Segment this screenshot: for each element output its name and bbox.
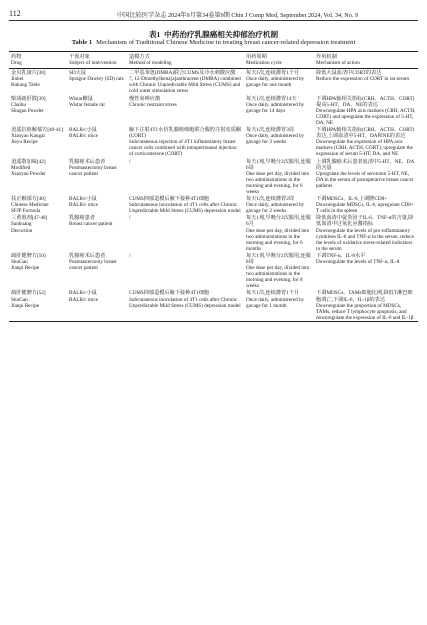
cell-cycle bbox=[244, 69, 314, 95]
model-text: CUMS抑郁造模后腋下接种4T1细胞 bbox=[129, 290, 210, 297]
subject-text: BALB/c mice bbox=[69, 202, 98, 209]
table-label-zh: 表1 bbox=[148, 30, 161, 39]
drug-text: 柴胡疏肝散[39] bbox=[11, 95, 46, 102]
subject-text: Wistar雌鼠 bbox=[69, 95, 93, 102]
drug-text: 扶正解郁方[40] bbox=[11, 196, 46, 203]
model-text: 7, 12-Dimethylbenz[a]anthracene (DMBA) combined with Chronic Unpredictable Mild Stress (CUMS) and cold water stimulation stress bbox=[129, 76, 241, 95]
mechanism-text: Reduce the expression of CORT in rat serum bbox=[316, 76, 410, 83]
drug-text: Jieyu Recipe bbox=[11, 139, 38, 146]
table-row bbox=[9, 214, 418, 252]
cell-model bbox=[127, 214, 244, 252]
cell-subject bbox=[67, 214, 127, 252]
drug-text: Chinese Medicine bbox=[11, 202, 49, 209]
cell-cycle bbox=[244, 158, 314, 196]
table-label-en: Table 1 bbox=[71, 39, 93, 46]
cell-mechanism bbox=[314, 289, 418, 321]
subject-text: SD大鼠 bbox=[69, 70, 87, 77]
mechanism-text: 上调乳腺癌术后患者血清中5-HT、NE、DA的含量 bbox=[316, 158, 415, 171]
cycle-text: 每天1次,连续灌胃1个月 bbox=[246, 290, 300, 297]
subject-text: Postmastectomy breast cancer patient bbox=[69, 259, 117, 272]
mechanism-text: 降低血清中促炎因子IL-6、TNF-α的含量,降低血清中过氧化应激指标 bbox=[316, 215, 414, 228]
cell-mechanism bbox=[314, 195, 418, 214]
table-row bbox=[9, 95, 418, 126]
page-number: 112 bbox=[9, 9, 21, 18]
cycle-text: One dose per day, divided into two administrations in the morning and evening, for 6 weeks bbox=[246, 170, 310, 195]
table-title-en: Mechanism of Traditional Chinese Medicine in treating breast cancer-related depression treatment bbox=[96, 39, 356, 46]
column-header: 干预对象 Subject of intervention bbox=[67, 52, 127, 69]
cycle-text: One dose per day, divided into two administrations in the morning and evening, for 6 months bbox=[246, 227, 310, 252]
mechanism-text: 降低大鼠血清中CORT的表达 bbox=[316, 70, 382, 77]
cell-drug bbox=[9, 195, 67, 214]
subject-text: 乳腺癌术后患者 bbox=[69, 158, 106, 165]
drug-text: SFJP Formula bbox=[11, 208, 41, 215]
model-text: / bbox=[129, 252, 131, 259]
cycle-text: 每天1剂,早晚分2次服用,连服8周 bbox=[246, 252, 311, 265]
table-row bbox=[9, 252, 418, 290]
drug-text: 逍遥抗癌解郁方[40-41] bbox=[11, 127, 63, 134]
mechanism-text: Downregulate the proportion of MDSCs, TAMs, reduce T lymphocyte apoptosis, and downregulate the expression of IL-6 and IL-1β bbox=[316, 302, 414, 321]
cell-subject bbox=[67, 95, 127, 126]
drug-text: ShuGan bbox=[11, 296, 28, 303]
cell-mechanism bbox=[314, 214, 418, 252]
cell-subject bbox=[67, 69, 127, 95]
cell-subject bbox=[67, 252, 127, 290]
drug-text: Sanhuang bbox=[11, 221, 32, 228]
table-header-row bbox=[9, 52, 418, 69]
cell-model bbox=[127, 289, 244, 321]
cycle-text: Once daily, administered by gavage for one month bbox=[246, 76, 305, 89]
cycle-text: One dose per day, divided into two administrations in the morning and evening, for 8 weeks bbox=[246, 265, 310, 290]
model-text: / bbox=[129, 215, 131, 222]
subject-text: 乳腺癌术后患者 bbox=[69, 252, 106, 259]
subject-text: 乳腺癌患者 bbox=[69, 215, 95, 222]
drug-text: Jinbei bbox=[11, 76, 24, 83]
cell-drug bbox=[9, 69, 67, 95]
table-row bbox=[9, 126, 418, 157]
drug-text: ShuGan bbox=[11, 259, 28, 265]
cell-drug bbox=[9, 252, 67, 290]
cell-subject bbox=[67, 195, 127, 214]
table-caption-en bbox=[0, 39, 427, 46]
mechanism-text: Downregulate the expression of HPA axis markers (CRH, ACTH, CORT); upregulate the expression of serum 5-HT, DA, and NE bbox=[316, 139, 413, 158]
mechanism-text: Downregulate the levels of pro-inflammatory cytokines IL-6 and TNF-α in the serum, reduce the levels of oxidative stress-related indicators in the serum bbox=[316, 227, 414, 252]
cell-cycle bbox=[244, 252, 314, 290]
cycle-text: 每天1次,连续灌胃1个月 bbox=[246, 70, 300, 77]
drug-text: Chaihu bbox=[11, 101, 26, 108]
cell-cycle bbox=[244, 214, 314, 252]
cell-cycle bbox=[244, 195, 314, 214]
drug-text: Xiaoyao Kangai bbox=[11, 133, 45, 140]
cell-drug bbox=[9, 158, 67, 196]
mechanism-table bbox=[9, 51, 418, 322]
drug-text: 金贝乳康片[38] bbox=[11, 70, 46, 77]
model-text: / bbox=[129, 158, 131, 165]
mechanism-text: 下调HPA轴相关指标(CRH、ACTH、CORT)表达,上调血清中5-HT、DA和NE的表达 bbox=[316, 127, 415, 140]
mechanism-text: 下调MDSCs、IL-6,上调脾CD8+ bbox=[316, 196, 388, 203]
cell-drug bbox=[9, 126, 67, 157]
drug-text: Shugan Powder bbox=[11, 107, 44, 114]
cycle-text: 每天1次,连续灌胃3周 bbox=[246, 127, 294, 134]
drug-text: 疏肝健脾方[50] bbox=[11, 252, 46, 259]
table-title-zh: 中药治疗乳腺癌相关抑郁治疗机制 bbox=[164, 30, 279, 39]
cycle-text: Once daily, administered by gavage for 3 weeks bbox=[246, 133, 305, 146]
cell-drug bbox=[9, 214, 67, 252]
cycle-text: Once daily, administered by gavage for 1 month bbox=[246, 296, 305, 309]
cell-drug bbox=[9, 95, 67, 126]
subject-text: BALB/c小鼠 bbox=[69, 196, 97, 203]
cycle-text: 每天1剂,早晚分2次服用,连服6周 bbox=[246, 158, 311, 171]
model-text: Subcutaneous inoculation of 4T1 cells after Chronic Unpredictable Mild Stress (CUMS) depression model bbox=[129, 202, 241, 215]
cell-mechanism bbox=[314, 158, 418, 196]
mechanism-text: 下调TNF-α、IL-8水平 bbox=[316, 252, 366, 259]
column-header: 造模方式 Method of modeling bbox=[127, 52, 244, 69]
mechanism-text: 下调HPA轴相关指标(CRH、ACTH、CORT)提高5-HT、DA、NE的表达 bbox=[316, 95, 415, 108]
table-row bbox=[9, 289, 418, 321]
subject-text: Wistar female rat bbox=[69, 101, 105, 108]
cell-model bbox=[127, 195, 244, 214]
cell-cycle bbox=[244, 95, 314, 126]
mechanism-text: Upregulate the levels of serotonin 5-HT, NE, DA in the serum of postoperative breast cancer patients bbox=[316, 170, 414, 189]
cell-subject bbox=[67, 158, 127, 196]
cell-model bbox=[127, 158, 244, 196]
cycle-text: Once daily, administered by gavage for 2 weeks bbox=[246, 202, 305, 215]
column-header: 药物 Drug bbox=[9, 52, 67, 69]
subject-text: BALB/c小鼠 bbox=[69, 127, 97, 134]
cell-cycle bbox=[244, 289, 314, 321]
page-header bbox=[9, 8, 418, 21]
cell-cycle bbox=[244, 126, 314, 157]
cell-subject bbox=[67, 126, 127, 157]
subject-text: BALB/c小鼠 bbox=[69, 290, 97, 297]
subject-text: BALB/c mice bbox=[69, 296, 98, 303]
drug-text: Rukang Table bbox=[11, 82, 40, 89]
cell-mechanism bbox=[314, 126, 418, 157]
cycle-text: Once daily, administered by gavage for 14 days bbox=[246, 101, 305, 114]
subject-text: Breast cancer patient bbox=[69, 221, 113, 228]
cell-model bbox=[127, 252, 244, 290]
drug-text: Modified bbox=[11, 164, 31, 171]
model-text: Subcutaneous injection of 4T1 inflammatory breast cancer cells combined with intraperitoneal injection of corticosterone (CORT) bbox=[129, 139, 237, 158]
mechanism-text: Downregulate MDSCs, IL-6, upregulate CD8+ T cells in the spleen bbox=[316, 202, 414, 215]
drug-text: Xiaoyao Powder bbox=[11, 170, 46, 177]
drug-text: 逍遥散加味[42] bbox=[11, 158, 46, 165]
cycle-text: 每天1剂,早晚分2次服用,连服6月 bbox=[246, 215, 311, 228]
drug-text: 疏肝健脾方[52] bbox=[11, 290, 46, 297]
model-text: 腋下注射4T1水仿乳腺癌细胞联合腹腔注射皮质酮(CORT) bbox=[129, 127, 242, 140]
drug-text: Decoction bbox=[11, 227, 33, 234]
drug-text: Jianpi Recipe bbox=[11, 302, 40, 309]
table-row bbox=[9, 195, 418, 214]
column-header: 作用机制 Mechanism of action bbox=[314, 52, 418, 69]
model-text: 慢性束缚应激 bbox=[129, 95, 161, 102]
cell-model bbox=[127, 95, 244, 126]
cycle-text: 每天1次,连续灌胃14天 bbox=[246, 95, 297, 102]
cell-drug bbox=[9, 289, 67, 321]
mechanism-text: 下调MDSCs、TAMs细胞比例,降低T淋巴细胞凋亡,下调IL-6、IL-1β的表达 bbox=[316, 290, 413, 303]
table-row bbox=[9, 158, 418, 196]
cell-subject bbox=[67, 289, 127, 321]
cell-mechanism bbox=[314, 69, 418, 95]
cell-model bbox=[127, 69, 244, 95]
mechanism-text: Downregulate HPA axis markers (CRH, ACTH, CORT) and upregulate the expression of 5-HT, DA, NE bbox=[316, 107, 416, 126]
subject-text: Sprague Dawley (SD) rats bbox=[69, 76, 124, 83]
model-text: 二甲基苯蒽(DMBA)联合CUMS及冷水刺激应激 bbox=[129, 70, 236, 77]
cell-model bbox=[127, 126, 244, 157]
table-row bbox=[9, 69, 418, 95]
cell-mechanism bbox=[314, 252, 418, 290]
model-text: Chronic restraint stress bbox=[129, 101, 177, 108]
mechanism-text: Downregulate the levels of TNF-α, IL-8 bbox=[316, 259, 400, 265]
cycle-text: 每天1次,连续灌胃2周 bbox=[246, 196, 294, 203]
subject-text: BALB/c mice bbox=[69, 133, 98, 140]
running-title: 中国比较医学杂志 2024年9月第34卷第9期 Chin J Comp Med, September 2024, Vol. 34, No. 9 bbox=[116, 12, 359, 19]
cell-mechanism bbox=[314, 95, 418, 126]
drug-text: 三黄煎剂[47-48] bbox=[11, 215, 48, 222]
drug-text: Jianpi Recipe bbox=[11, 265, 40, 272]
model-text: Subcutaneous inoculation of 4T1 cells after Chronic Unpredictable Mild Stress (CUMS) depression model bbox=[129, 296, 241, 309]
column-header: 用药周期 Medication cycle bbox=[244, 52, 314, 69]
model-text: CUMS抑郁造模后腋下接种4T1细胞 bbox=[129, 196, 210, 203]
subject-text: Postmastectomy breast cancer patient bbox=[69, 164, 117, 177]
